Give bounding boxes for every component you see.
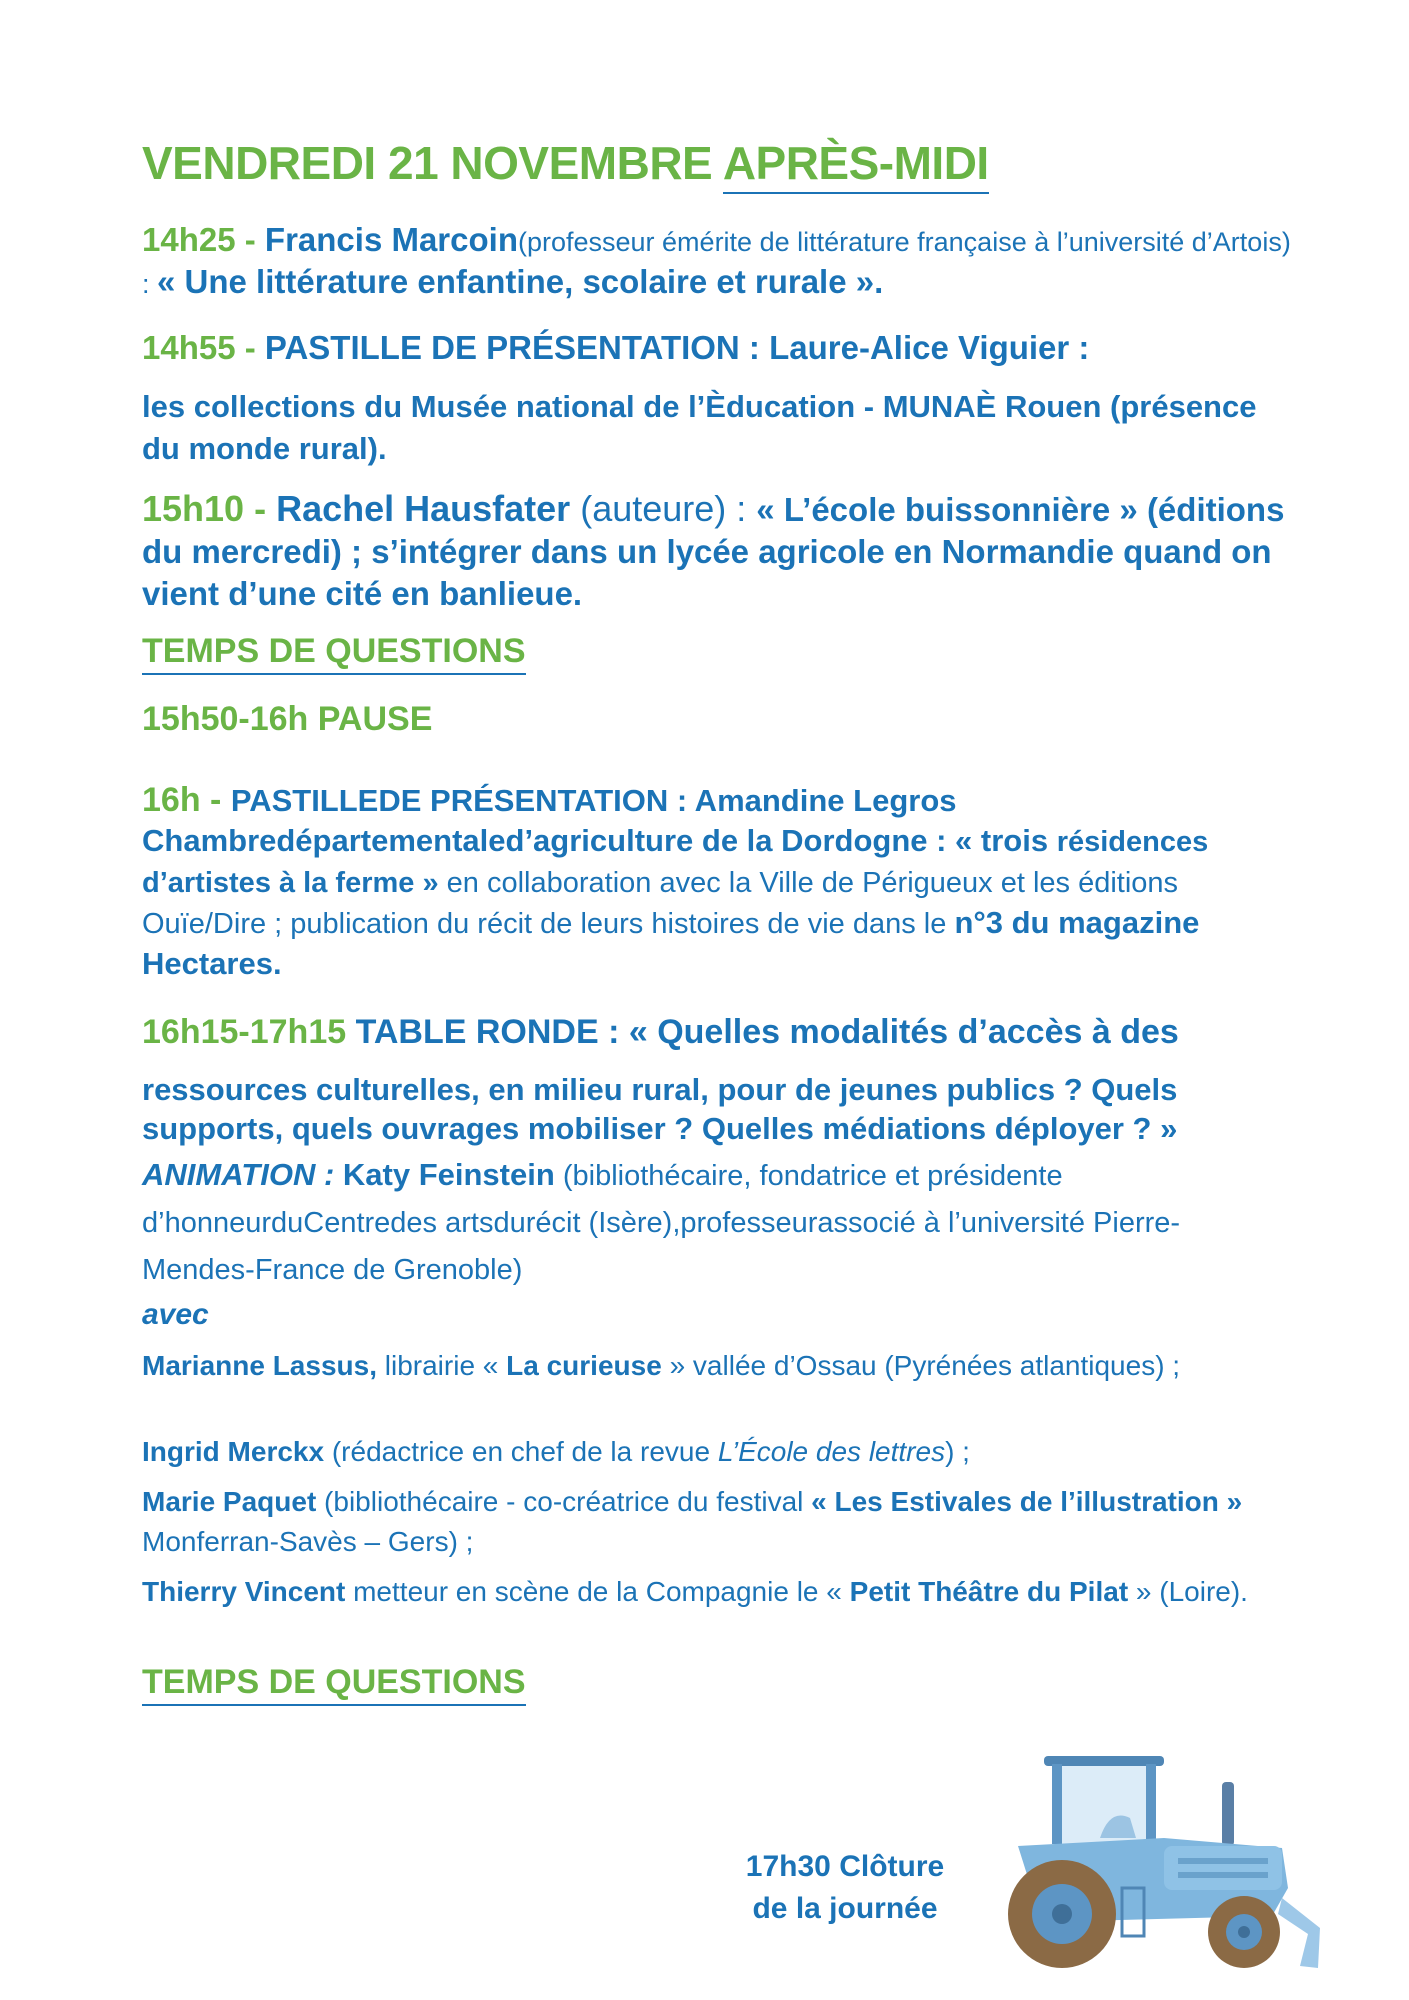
- speaker-name: Rachel Hausfater: [276, 488, 571, 529]
- round-table-question: ressources culturelles, en milieu rural, pour de jeunes publics ? Quels supports, quels ouvrages mobiliser ? Quelles médiations déployer ? »: [142, 1072, 1178, 1146]
- moderator-name: Katy Feinstein: [342, 1157, 555, 1192]
- tractor-blade: [1278, 1898, 1320, 1968]
- tractor-illustration: [982, 1738, 1327, 1970]
- talk-title: « Une littérature enfantine, scolaire et rurale ».: [157, 263, 884, 300]
- round-table-heading: [142, 1009, 1292, 1055]
- participant-text: librairie «: [376, 1350, 507, 1381]
- participant-text: metteur en scène de la Compagnie le «: [345, 1576, 850, 1607]
- moderator-role: (bibliothécaire, fondatrice et présidente d’honneurduCentredes artsdurécit (Isère),professeurassocié à l’université Pierre-Mendes-France de Grenoble): [142, 1160, 1181, 1286]
- participant-text: ) ;: [945, 1436, 970, 1467]
- participant-name: Marianne Lassus,: [142, 1350, 377, 1381]
- session-viguier-detail: [142, 386, 1292, 470]
- tractor-cab-post: [1146, 1764, 1156, 1844]
- page-title: [142, 136, 1292, 190]
- session-time: 15h10 -: [142, 488, 277, 529]
- participant: [142, 1432, 1292, 1472]
- session-time: 16h -: [142, 781, 231, 819]
- session-hausfater: [142, 488, 1292, 615]
- participant-venue: La curieuse: [506, 1350, 662, 1381]
- session-heading: PASTILLE DE PRÉSENTATION : Laure-Alice Viguier :: [264, 329, 1090, 366]
- tractor-hood: [1164, 1846, 1282, 1890]
- speaker-role: (auteure) :: [570, 488, 757, 529]
- participant-venue: Petit Théâtre du Pilat: [849, 1576, 1129, 1607]
- participant-text: Monferran-Savès – Gers) ;: [142, 1526, 474, 1557]
- participant: [142, 1572, 1292, 1612]
- closing-time: 17h30 Clôture: [745, 1850, 945, 1883]
- project-title: résidences d’artistes à la ferme »: [142, 826, 1209, 899]
- questions-heading-2: [142, 1663, 1292, 1702]
- speaker-name: Francis Marcoin: [264, 221, 518, 258]
- speaker-role: (professeur émérite de littérature française à l’université d’Artois) :: [142, 227, 1291, 299]
- title-period: APRÈS-MIDI: [723, 137, 989, 194]
- participant-name: Thierry Vincent: [142, 1576, 346, 1607]
- session-marcoin: [142, 220, 1292, 304]
- participant-venue: « Les Estivales de l’illustration »: [811, 1486, 1243, 1517]
- tractor-grille-line: [1178, 1858, 1268, 1864]
- project-description: en collaboration avec la Ville de Périgueux et les éditions Ouïe/Dire ; publication du récit de leurs histoires de vie dans le: [142, 867, 1179, 940]
- participant: [142, 1346, 1292, 1386]
- questions-label: TEMPS DE QUESTIONS: [142, 1663, 526, 1706]
- session-time: 14h25 -: [142, 221, 265, 258]
- participant-text: » (Loire).: [1128, 1576, 1248, 1607]
- animation-line: [142, 1152, 1292, 1293]
- tractor-front-axle: [1238, 1926, 1250, 1938]
- museum-detail: - MUNAÈ Rouen (présence du monde rural).: [142, 389, 1257, 466]
- animation-label: ANIMATION :: [142, 1157, 343, 1192]
- questions-label: TEMPS DE QUESTIONS: [142, 632, 526, 675]
- avec-label: avec: [142, 1298, 209, 1331]
- museum-name: les collections du Musée national de l’Èducation: [142, 389, 856, 424]
- participant-text: (rédactrice en chef de la revue: [324, 1436, 718, 1467]
- session-viguier: [142, 326, 1292, 370]
- round-table-title: TABLE RONDE : « Quelles modalités d’accès à des: [355, 1013, 1179, 1051]
- participant-name: Ingrid Merckx: [142, 1436, 325, 1467]
- session-time: 16h15-17h15: [142, 1013, 356, 1051]
- participant-text: (bibliothécaire - co-créatrice du festival: [316, 1486, 812, 1517]
- tractor-exhaust: [1222, 1782, 1234, 1846]
- closing-label: de la journée: [752, 1892, 938, 1925]
- session-legros: [142, 780, 1292, 984]
- talk-title: « L’école buissonnière » (éditions du mercredi) ; s’intégrer dans un lycée agricole en Normandie quand on vient d’une cité en banlieue.: [142, 491, 1285, 612]
- closing-note: [720, 1846, 970, 1930]
- session-time: 14h55 -: [142, 329, 265, 366]
- pause-heading: 15h50-16h PAUSE: [142, 700, 433, 738]
- participant-name: Marie Paquet: [142, 1486, 317, 1517]
- tractor-rear-axle: [1052, 1904, 1072, 1924]
- magazine-reference: n°3 du magazine Hectares.: [142, 905, 1200, 981]
- tractor-grille-line: [1178, 1872, 1268, 1878]
- tractor-cab-post: [1052, 1764, 1062, 1844]
- participant-venue: L’École des lettres: [717, 1436, 946, 1467]
- questions-heading: [142, 632, 1292, 671]
- participant-text: » vallée d’Ossau (Pyrénées atlantiques) ;: [661, 1350, 1181, 1381]
- participant: [142, 1482, 1292, 1562]
- title-day: VENDREDI 21 NOVEMBRE: [142, 137, 723, 189]
- session-heading: PASTILLEDE PRÉSENTATION : Amandine Legros Chambredépartementaled’agriculture de la Dordogne : « trois: [142, 783, 1057, 858]
